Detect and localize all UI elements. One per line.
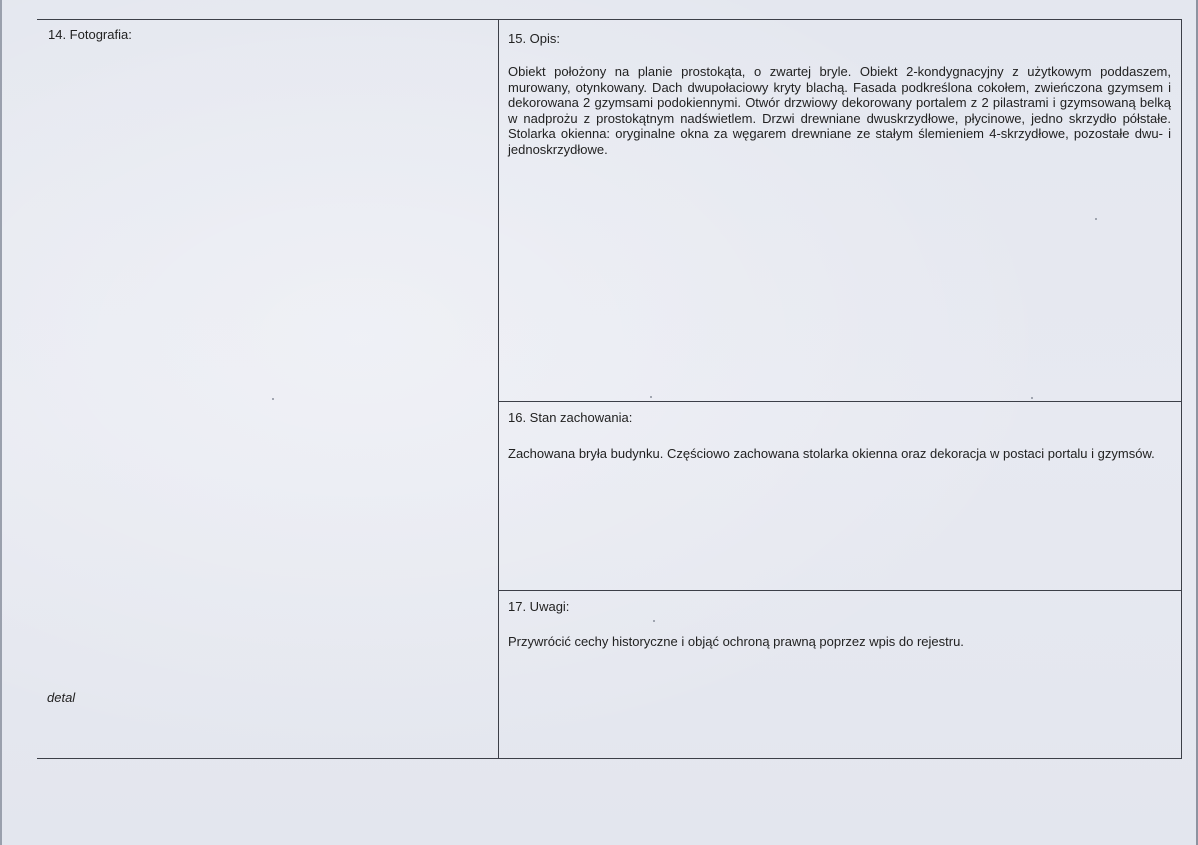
scan-speck bbox=[653, 620, 655, 622]
column-divider bbox=[498, 19, 499, 759]
row-divider-description-condition bbox=[498, 401, 1182, 402]
condition-text: Zachowana bryła budynku. Częściowo zachowana stolarka okienna oraz dekoracja w postaci portalu i gzymsów. bbox=[508, 446, 1155, 461]
description-text: Obiekt położony na planie prostokąta, o zwartej bryle. Obiekt 2-kondygnacyjny z użytkowym poddaszem, murowany, otynkowany. Dach dwupołaciowy kryty blachą. Fasada podkreślona cokołem, zwieńczona gzymsem i dekorowana 2 gzymsami podokiennymi. Otwór drzwiowy dekorowany portalem z 2 pilastrami i gzymsowaną belką w nadprożu z prostokątnym nadświetlem. Drzwi drewniane dwuskrzydłowe, płycinowe, jedno skrzydło półstałe. Stolarka okienna: oryginalne okna za węgarem drewniane ze stałym ślemieniem 4-skrzydłowe, pozostałe dwu- i jednoskrzydłowe. bbox=[508, 64, 1171, 157]
table-bottom-border bbox=[37, 758, 1182, 759]
notes-section-label: 17. Uwagi: bbox=[508, 599, 570, 614]
condition-section-label: 16. Stan zachowania: bbox=[508, 410, 633, 425]
scan-edge-left bbox=[0, 0, 2, 845]
scan-speck bbox=[1031, 397, 1033, 399]
table-right-border bbox=[1181, 19, 1182, 759]
notes-text: Przywrócić cechy historyczne i objąć ochroną prawną poprzez wpis do rejestru. bbox=[508, 634, 964, 649]
scan-speck bbox=[650, 396, 652, 398]
scan-speck bbox=[1095, 218, 1097, 220]
table-top-border bbox=[37, 19, 1182, 20]
photo-section-label: 14. Fotografia: bbox=[48, 27, 132, 42]
row-divider-condition-notes bbox=[498, 590, 1182, 591]
description-section-label: 15. Opis: bbox=[508, 31, 561, 46]
scan-speck bbox=[272, 398, 274, 400]
photo-caption: detal bbox=[47, 690, 76, 705]
